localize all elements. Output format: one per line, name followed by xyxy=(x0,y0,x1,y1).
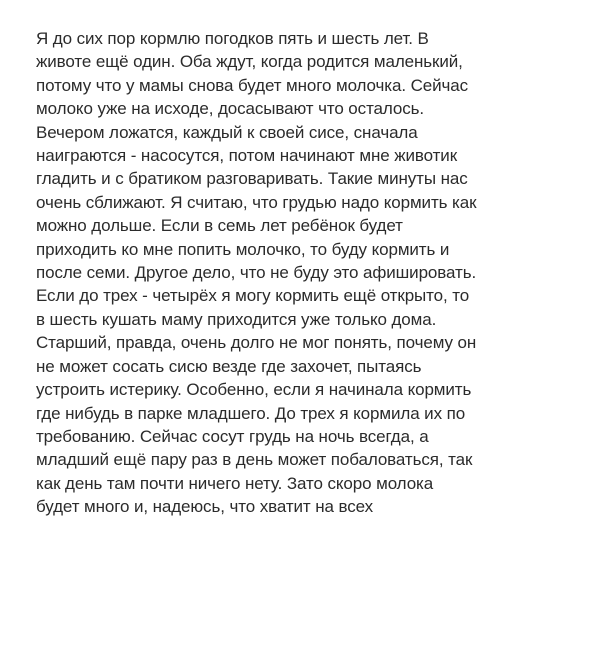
text-line: будет много и, надеюсь, что хватит на всех xyxy=(36,497,373,517)
text-line: наиграются - насосутся, потом начинают мне животик xyxy=(36,146,458,166)
text-line: приходить ко мне попить молочко, то буду кормить и xyxy=(36,239,450,259)
text-line: гладить и с братиком разговаривать. Такие минуты нас xyxy=(36,169,468,189)
text-line: животе ещё один. Оба ждут, когда родится маленький, xyxy=(36,52,463,72)
text-line: Вечером ложатся, каждый к своей сисе, сначала xyxy=(36,122,418,142)
text-line: младший ещё пару раз в день может побаловаться, так xyxy=(36,450,473,470)
text-line: молоко уже на исходе, досасывают что осталось. xyxy=(36,99,425,119)
text-line: устроить истерику. Особенно, если я начинала кормить xyxy=(36,380,472,400)
text-line: очень сближают. Я считаю, что грудью надо кормить как xyxy=(36,192,477,212)
text-line: Старший, правда, очень долго не мог понять, почему он xyxy=(36,333,477,353)
text-line: где нибудь в парке младшего. До трех я кормила их по xyxy=(36,403,466,423)
text-line: не может сосать сисю везде где захочет, пытаясь xyxy=(36,356,422,376)
post-text xyxy=(36,27,586,519)
text-line: потому что у мамы снова будет много молочка. Сейчас xyxy=(36,75,469,95)
text-line: после семи. Другое дело, что не буду это афишировать. xyxy=(36,263,477,283)
text-line: требованию. Сейчас сосут грудь на ночь всегда, а xyxy=(36,426,429,446)
text-line: можно дольше. Если в семь лет ребёнок будет xyxy=(36,216,403,236)
text-line: Я до сих пор кормлю погодков пять и шесть лет. В xyxy=(36,29,429,48)
text-line: в шесть кушать маму приходится уже только дома. xyxy=(36,309,437,329)
text-line: Если до трех - четырёх я могу кормить ещё открыто, то xyxy=(36,286,470,306)
text-line: как день там почти ничего нету. Зато скоро молока xyxy=(36,473,434,493)
